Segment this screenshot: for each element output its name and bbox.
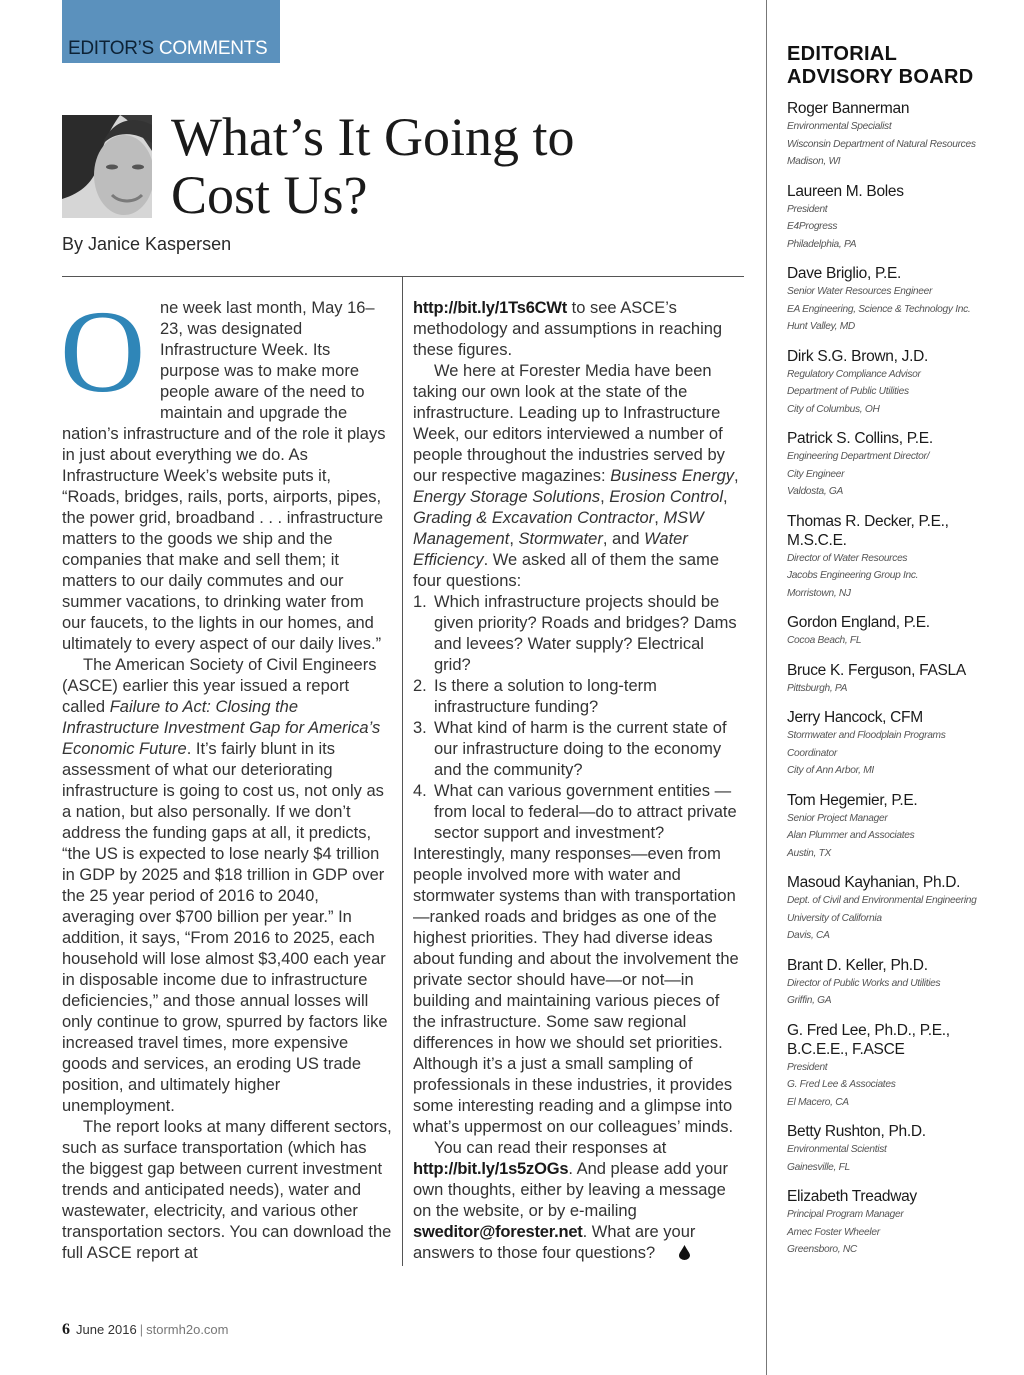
list-item xyxy=(413,592,743,676)
member-name: Betty Rushton, Ph.D. xyxy=(787,1123,926,1140)
editorial-advisory-board xyxy=(787,43,1012,1270)
board-member xyxy=(787,956,1012,1010)
member-detail: Department of Public Utilities xyxy=(787,386,909,397)
member-detail: Cocoa Beach, FL xyxy=(787,635,862,646)
list-item xyxy=(413,676,743,718)
paragraph-1-text: ne week last month, May 16–23, was designated Infrastructure Week. Its purpose was to make more people aware of the need to maintain and upgrade the nation’s infrastructure and of the role it plays in just about everything we do. As Infrastructure Week’s website puts it, “Roads, bridges, rails, ports, airports, pipes, the power grid, broadband . . . infrastructure matters to the goods we ship and the companies that make and sell them; it matters to our daily commutes and our summer vacations, to drinking water from our faucets, to the lights in our homes, and ultimately to every aspect of our daily lives.” xyxy=(62,299,386,653)
title-line-1: What’s It Going to xyxy=(171,107,575,167)
board-member xyxy=(787,661,1012,698)
paragraph-2 xyxy=(62,655,392,1117)
question-text: What kind of harm is the current state of our infrastructure doing to the economy and the community? xyxy=(434,719,727,779)
board-member-list xyxy=(787,99,1012,1259)
water-drop-icon xyxy=(658,1245,690,1266)
member-detail: Director of Water Resources xyxy=(787,552,908,564)
member-name: Bruce K. Ferguson, FASLA xyxy=(787,661,966,679)
question-text: What can various government entities —from local to federal—do to attract private sector support and investment? xyxy=(434,782,737,842)
board-member xyxy=(787,791,1012,863)
member-name: Laureen M. Boles xyxy=(787,182,904,200)
board-member xyxy=(787,264,1012,336)
member-detail: Jacobs Engineering Group Inc. xyxy=(787,570,919,581)
member-detail: Greensboro, NC xyxy=(787,1244,857,1255)
member-name: Elizabeth Treadway xyxy=(787,1188,917,1205)
drop-cap: O xyxy=(60,286,146,417)
article-column-2 xyxy=(413,298,743,1266)
member-detail: Environmental Scientist xyxy=(787,1144,887,1155)
member-detail: City of Columbus, OH xyxy=(787,403,880,415)
member-detail: Philadelphia, PA xyxy=(787,238,857,250)
section-tag-editors: EDITOR’S xyxy=(68,38,154,59)
paragraph-1 xyxy=(60,286,392,655)
article-title xyxy=(171,108,671,224)
magazine-name: Erosion Control xyxy=(609,488,724,506)
header-rule xyxy=(62,276,744,277)
member-detail: Regulatory Compliance Advisor xyxy=(787,368,921,380)
member-name: Gordon England, P.E. xyxy=(787,614,930,631)
report-title: Failure to Act: Closing the Infrastructure Investment Gap for America’s Economic Future xyxy=(62,698,381,758)
author-portrait-icon xyxy=(62,115,152,218)
member-detail: Principal Program Manager xyxy=(787,1209,904,1220)
magazine-name: Water Efficiency xyxy=(413,530,688,569)
sidebar-title-line-1: EDITORIAL xyxy=(787,43,898,65)
board-member xyxy=(787,429,1012,501)
board-member xyxy=(787,1187,1012,1259)
question-text: Which infrastructure projects should be given priority? Roads and bridges? Dams and levees? Water supply? Electrical grid? xyxy=(434,593,737,674)
member-detail: City Engineer xyxy=(787,468,845,480)
member-name: Tom Hegemier, P.E. xyxy=(787,791,918,809)
member-detail: Hunt Valley, MD xyxy=(787,321,855,332)
byline: By Janice Kaspersen xyxy=(62,234,232,254)
paragraph-2-text: The American Society of Civil Engineers (ASCE) earlier this year issued a report called xyxy=(62,656,377,716)
member-detail: Director of Public Works and Utilities xyxy=(787,977,941,989)
member-detail: Stormwater and Floodplain Programs xyxy=(787,730,946,741)
member-detail: Griffin, GA xyxy=(787,995,832,1006)
member-detail: Davis, CA xyxy=(787,930,830,941)
member-detail: Amec Foster Wheeler xyxy=(787,1226,880,1238)
board-member xyxy=(787,347,1012,419)
paragraph-5 xyxy=(413,361,743,592)
member-detail: E4Progress xyxy=(787,221,838,232)
member-name: Masoud Kayhanian, Ph.D. xyxy=(787,874,961,891)
member-name: Dirk S.G. Brown, J.D. xyxy=(787,347,928,365)
page-number: 6 xyxy=(62,1321,70,1338)
paragraph-7-mid: . And please add your own thoughts, either by leaving a message on the website, or by e-mailing xyxy=(413,1160,728,1220)
member-detail: G. Fred Lee & Associates xyxy=(787,1079,896,1090)
member-detail: Senior Project Manager xyxy=(787,812,888,824)
member-detail: Coordinator xyxy=(787,747,837,759)
member-name: Jerry Hancock, CFM xyxy=(787,709,923,726)
sidebar-title-line-2: ADVISORY BOARD xyxy=(787,66,974,88)
magazine-name: Stormwater xyxy=(518,530,603,548)
paragraph-6: Interestingly, many responses—even from people involved more with water and stormwater systems than with transportation—ranked roads and bridges as one of the highest priorities. They had diverse ideas about funding and about the involvement the private sector should have—or not—in building and maintaining various pieces of the infrastructure. Some saw regional differences in how we should set priorities. Although it’s a just a small sampling of professionals in these industries, it provides some interesting reading and a glimpse into what’s uppermost on our colleagues’ minds. xyxy=(413,845,739,1136)
member-detail: Pittsburgh, PA xyxy=(787,682,848,694)
member-detail: Environmental Specialist xyxy=(787,121,892,132)
member-detail: Madison, WI xyxy=(787,156,841,167)
member-name: Dave Briglio, P.E. xyxy=(787,265,902,282)
paragraph-7 xyxy=(413,1138,743,1266)
member-detail: Austin, TX xyxy=(787,847,831,859)
paragraph-7-rest: . What are your answers to those four questions? xyxy=(413,1223,696,1262)
question-number: 3. xyxy=(413,719,427,737)
member-detail: President xyxy=(787,203,828,215)
board-member xyxy=(787,1122,1012,1176)
member-name: Patrick S. Collins, P.E. xyxy=(787,430,933,447)
member-detail: President xyxy=(787,1061,828,1073)
paragraph-7-text: You can read their responses at xyxy=(434,1139,667,1157)
title-line-2: Cost Us? xyxy=(171,165,368,225)
asce-report-link[interactable]: http://bit.ly/1Ts6CWt xyxy=(413,299,568,317)
separator: , xyxy=(734,467,739,485)
paragraph-5-text: We here at Forester Media have been taking our own look at the state of the infrastructure. Leading up to Infrastructure Week, our editors interviewed a number of people throughout the industries served by our respective magazines: xyxy=(413,362,725,485)
list-item xyxy=(413,718,743,781)
paragraph-5-rest: . We asked all of them the same four questions: xyxy=(413,551,720,590)
separator: , xyxy=(654,509,664,527)
question-number: 1. xyxy=(413,593,427,611)
member-detail: City of Ann Arbor, MI xyxy=(787,765,874,776)
site-url[interactable]: stormh2o.com xyxy=(146,1322,229,1337)
paragraph-3: The report looks at many different sectors, such as surface transportation (which has the biggest gap between current investment trends and anticipated needs), water and wastewater, electricity, and various other transportation sectors. You can download the full ASCE report at xyxy=(62,1118,392,1262)
member-detail: University of California xyxy=(787,912,882,924)
sidebar-title xyxy=(787,43,1012,89)
member-detail: Engineering Department Director/ xyxy=(787,451,930,462)
member-detail: Gainesville, FL xyxy=(787,1161,850,1173)
board-member xyxy=(787,182,1012,254)
article-column-1 xyxy=(60,286,392,1264)
member-name: Roger Bannerman xyxy=(787,100,910,117)
member-detail: Dept. of Civil and Environmental Engineering xyxy=(787,895,977,906)
editor-email-link[interactable]: sweditor@forester.net xyxy=(413,1223,583,1241)
separator: , xyxy=(723,488,728,506)
member-name: G. Fred Lee, Ph.D., P.E., B.C.E.E., F.ASCE xyxy=(787,1021,950,1058)
sidebar-divider xyxy=(766,0,767,1375)
author-photo xyxy=(62,115,152,218)
board-member xyxy=(787,512,1012,603)
magazine-name: Grading & Excavation Contractor xyxy=(413,509,655,527)
magazine-name: Energy Storage Solutions xyxy=(413,488,601,506)
board-member xyxy=(787,1021,1012,1112)
responses-link[interactable]: http://bit.ly/1s5zOGs xyxy=(413,1160,569,1178)
magazine-name: Business Energy xyxy=(610,467,735,485)
issue-date: June 2016 xyxy=(76,1322,137,1337)
page-footer xyxy=(62,1321,229,1339)
question-text: Is there a solution to long-term infrastructure funding? xyxy=(434,677,657,716)
member-detail: Morristown, NJ xyxy=(787,587,851,599)
question-number: 4. xyxy=(413,782,427,800)
paragraph-4-text: to see ASCE’s methodology and assumptions in reaching these figures. xyxy=(413,299,723,359)
column-divider xyxy=(402,276,403,1266)
board-member xyxy=(787,613,1012,650)
member-detail: Wisconsin Department of Natural Resources xyxy=(787,138,976,150)
footer-separator: | xyxy=(139,1322,144,1337)
magazine-name: MSW Management xyxy=(413,509,704,548)
section-tag xyxy=(62,0,280,63)
member-detail: EA Engineering, Science & Technology Inc. xyxy=(787,303,971,315)
member-detail: Valdosta, GA xyxy=(787,486,844,497)
separator: , xyxy=(600,488,610,506)
member-detail: Alan Plummer and Associates xyxy=(787,830,915,841)
member-detail: Senior Water Resources Engineer xyxy=(787,286,933,297)
question-list xyxy=(413,592,743,844)
paragraph-4 xyxy=(413,298,743,361)
separator: , xyxy=(509,530,519,548)
board-member xyxy=(787,99,1012,171)
paragraph-2-rest: . It’s fairly blunt in its assessment of what our deteriorating infrastructure is going to cost us, not only as a nation, but also personally. If we don’t address the funding gaps at all, it predicts, “the US is expected to lose nearly $4 trillion in GDP by 2025 and $18 trillion in GDP over the 25 year period of 2016 to 2040, averaging over $700 billion per year.” In addition, it says, “From 2016 to 2025, each household will lose almost $3,400 each year in disposable income due to infrastructure deficiencies,” and those annual losses will only continue to grow, spurred by factors like increased travel times, more expensive goods and services, an eroding US trade position, and ultimately higher unemployment. xyxy=(62,740,388,1115)
member-name: Brant D. Keller, Ph.D. xyxy=(787,956,928,974)
separator: , and xyxy=(602,530,645,548)
question-number: 2. xyxy=(413,677,427,695)
section-tag-comments: COMMENTS xyxy=(153,38,268,59)
member-detail: El Macero, CA xyxy=(787,1096,849,1108)
list-item xyxy=(413,781,743,844)
board-member xyxy=(787,873,1012,945)
board-member xyxy=(787,708,1012,780)
member-name: Thomas R. Decker, P.E., M.S.C.E. xyxy=(787,512,949,549)
